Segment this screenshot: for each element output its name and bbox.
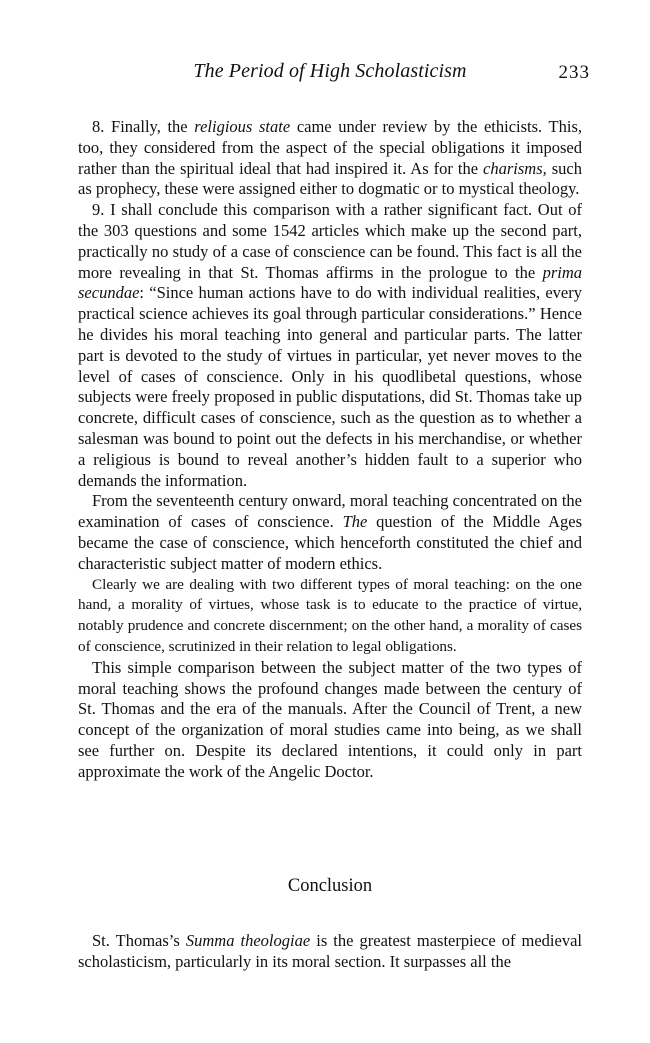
- italic-term: charisms,: [483, 158, 547, 178]
- italic-term: religious state: [194, 117, 291, 136]
- text-run: came under review by the ethicists. This, too, they considered from the aspect of the special obligations it imposed rather than the spiritual ideal that had inspired it. As for the: [78, 117, 582, 178]
- page-number: 233: [558, 62, 590, 83]
- italic-term: Summa theologiae: [185, 931, 311, 950]
- text-run: question of the Middle Ages became the case of conscience, which henceforth constituted the chief and characteristic subject matter of modern ethics.: [78, 512, 582, 573]
- paragraph-summa: [78, 930, 582, 972]
- section-heading-conclusion: Conclusion: [287, 876, 373, 896]
- text-run: Clearly we are dealing with two different types of moral teaching: on the one hand, a morality of virtues, whose task is to educate to the practice of virtue, notably prudence and concrete discernment; on the other hand, a morality of cases of conscience, scrutinized in their relation to legal obligations.: [78, 575, 582, 655]
- paragraph-two-types: [78, 575, 582, 658]
- text-run: is the greatest masterpiece of medieval scholasticism, particularly in its moral section. It surpasses all the: [78, 931, 582, 971]
- italic-term: The: [342, 512, 368, 532]
- body-text: [78, 117, 582, 783]
- paragraph-religious-state: [78, 117, 582, 200]
- running-title: The Period of High Scholasticism: [193, 60, 467, 82]
- paragraph-simple-comparison: [78, 658, 582, 783]
- conclusion-text: [78, 930, 582, 972]
- text-run: 9. I shall conclude this comparison with a rather significant fact. Out of the 303 questions and some 1542 articles which make up the second part, practically no study of a case of conscience can be found. This fact is all the more revealing in that St. Thomas affirms in the prologue to the: [78, 200, 582, 282]
- text-run: This simple comparison between the subject matter of the two types of moral teaching shows the profound changes made between the century of St. Thomas and the era of the manuals. After the Council of Trent, a new concept of the organization of moral studies came into being, as we shall see further on. Despite its declared intentions, it could only in part approximate the work of the Angelic Doctor.: [78, 657, 582, 781]
- running-header: [60, 60, 600, 88]
- text-run: such as prophecy, these were assigned either to dogmatic or to mystical theology.: [78, 158, 582, 199]
- italic-term: prima secundae: [78, 262, 582, 303]
- text-run: From the seventeenth century onward, moral teaching concentrated on the examination of cases of conscience.: [78, 491, 582, 532]
- text-run: St. Thomas’s: [92, 931, 186, 950]
- paragraph-seventeenth-century: [78, 491, 582, 574]
- paragraph-significant-fact: [78, 200, 582, 491]
- text-run: 8. Finally, the: [92, 117, 195, 136]
- text-run: : “Since human actions have to do with individual realities, every practical science achieves its goal through particular considerations.” Hence he divides his moral teaching into general and particular parts. The latter part is devoted to the study of virtues in particular, yet never moves to the level of cases of conscience. Only in his quodlibetal questions, whose subjects were freely proposed in public disputations, did St. Thomas take up concrete, difficult cases of conscience, such as the question as to whether a salesman was bound to point out the defects in his merchandise, or whether a religious is bound to reveal another’s hidden fault to a superior who demands the information.: [78, 283, 582, 490]
